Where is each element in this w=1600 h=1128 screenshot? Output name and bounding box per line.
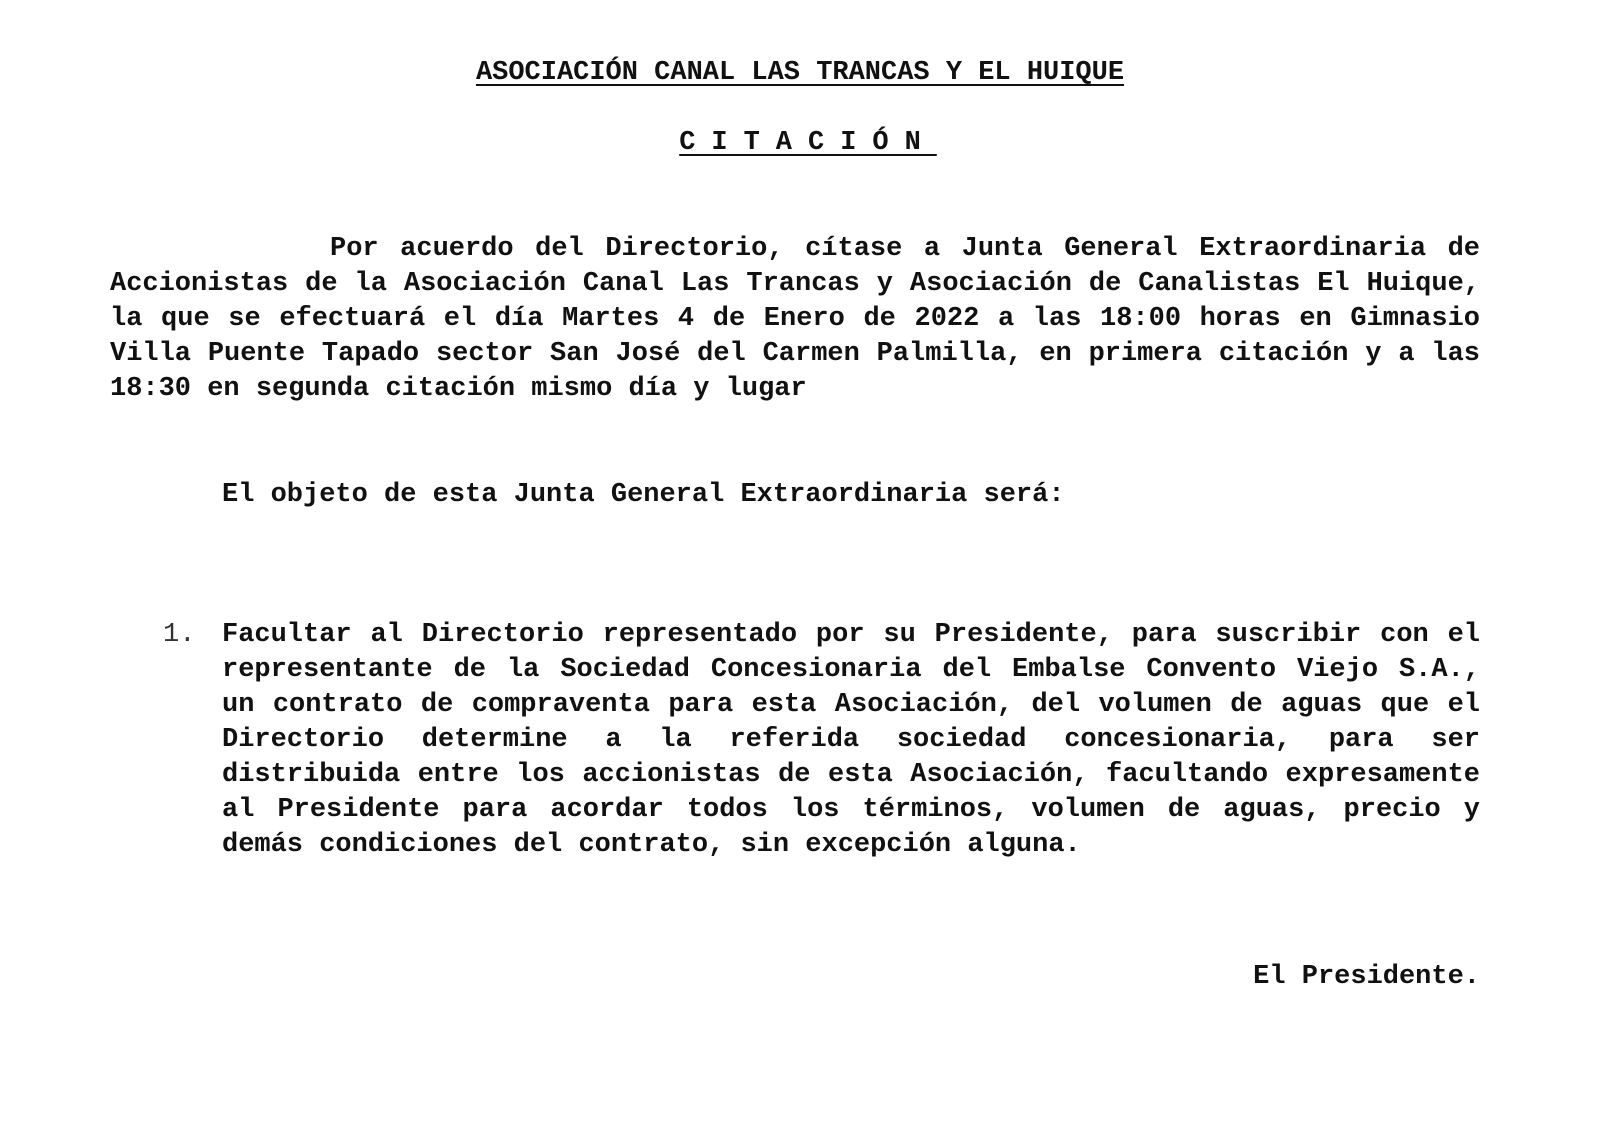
agenda-item-number: 1. — [163, 620, 196, 650]
intro-paragraph: Por acuerdo del Directorio, cítase a Junta General Extraordinaria de Accionistas de la Asociación Canal Las Trancas y Asociación de Canalistas El Huique, la que se efectuará el día Martes 4 de Enero de 2022 a las 18:00 horas en Gimnasio Villa Puente Tapado sector San José del Carmen Palmilla, en primera citación y a las 18:30 en segunda citación mismo día y lugar — [110, 234, 1480, 404]
organization-title: ASOCIACIÓN CANAL LAS TRANCAS Y EL HUIQUE — [475, 58, 1125, 88]
object-line: El objeto de esta Junta General Extraordinaria será: — [222, 480, 1065, 510]
agenda-item-text: Facultar al Directorio representado por su Presidente, para suscribir con el representante de la Sociedad Concesionaria del Embalse Convento Viejo S.A., un contrato de compraventa para esta Asociación, del volumen de aguas que el Directorio determine a la referida sociedad concesionaria, para ser distribuida entre los accionistas de esta Asociación, facultando expresamente al Presidente para acordar todos los términos, volumen de aguas, precio y demás condiciones del contrato, sin excepción alguna. — [222, 620, 1480, 860]
document-title: CITACIÓN — [679, 128, 937, 158]
signature: El Presidente. — [1253, 962, 1480, 992]
